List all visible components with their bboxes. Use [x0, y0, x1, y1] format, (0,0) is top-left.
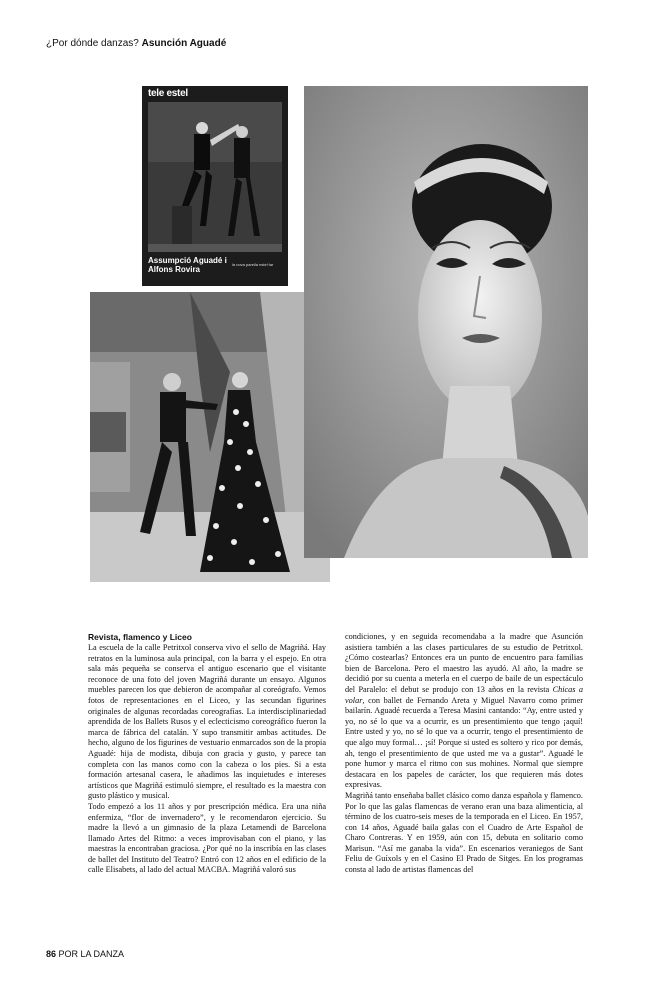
article-text: , con ballet de Fernando Areta y Miguel Navarro como primer bailarín. Aguadé recuerda a Teresa Masini cantando: “Ay, entre usted y yo, no sé lo que va a ocurrir, es un presentimiento que tengo ¡aquí! Entre usted y yo, no sé lo que va a ocurrir, tengo el presentimiento de que algo muy formal… ¡sí! Porque si usted es soltero y rico por demás, ah, tengo el presentimiento de que usted me va a gustar”. Aguadé le pone humor y marca el ritmo con sus mohines. Normal que siempre destacara en los papeles de carácter, los que requieren más dotes expresivas. — [345, 695, 583, 790]
article-paragraph — [345, 632, 583, 791]
portrait-illustration — [304, 86, 588, 558]
article-text: condiciones, y en seguida recomendaba a la madre que Asunción asistiera también a las clases particulares de su estudio de Petritxol. ¿Cómo costearlas? Entonces era un punto de encuentro para familias bien de Barcelona. Pero el maestro las ayudó. Al año, la madre se decidió por su cuenta a meterla en el cuerpo de baile de un espectáculo del Paralelo: el debut se produjo con 13 años en la revista — [345, 632, 583, 694]
flamenco-dancers-photo — [90, 292, 330, 582]
magazine-caption-small: la nova parella estel·lar — [232, 262, 274, 267]
header-section: ¿Por dónde danzas? — [46, 38, 139, 49]
article-paragraph: Magriñá tanto enseñaba ballet clásico como danza española y flamenco. Por lo que las galas flamencas de verano eran una baza alimenticia, al término de los cuatro-seis meses de la temporada en el Liceo. En 1957, con 14 años, Aguadé baila galas con el Cuadro de Arte Español de Charo Contreras. Y en 1959, aún con 15, debuta en solitario como Marisun. “Así me ganaba la vida”. En escenarios veraniegos de Sant Feliu de Guíxols y en el Casino El Prado de Sitges. En los programas consta al lado de artistas flamencas del — [345, 790, 583, 875]
running-header — [46, 38, 226, 49]
article-paragraph: La escuela de la calle Petritxol conserva vivo el sello de Magriñá. Hay retratos en la luminosa aula principal, con la barra y el espejo. En otra sala más pequeña se conserva el antiguo escenario que el visitante reconoce de una foto del joven Magriñá durante un ensayo. Algunos muebles parecen los que debieron de acompañar al coreógrafo. Vemos fotos de representaciones en el Liceo, y las secundan figurines originales de algunas recordadas coreografías. La interdisciplinariedad aprendida de los Ballets Rusos y el eclecticismo coreográfico fueron la marca de fábrica del catalán. Y supo transmitir ambas actitudes. De hecho, alguno de los figurines de vestuario enmarcados son de la propia Aguadé: hija de modista, dibuja con gracia y gusto, y parece tan completa con las manos como con la cabeza o los pies. Si a esta formación artesanal casera, le añadimos las inquietudes e intereses artísticos que Magriñá estimuló siempre, el resultado es la maestra con gusto plástico y musical. — [88, 643, 326, 801]
magazine-caption-names: Assumpció Aguadé i Alfons Rovira — [148, 256, 227, 274]
flamenco-illustration — [90, 292, 330, 582]
page-number: 86 — [46, 949, 57, 959]
magazine-cover-photo — [142, 86, 288, 286]
article-paragraph: Todo empezó a los 11 años y por prescripción médica. Era una niña enfermiza, “flor de invernadero”, y le recomendaron ejercicio. Su madre la llevó a un gimnasio de la plaza Letamendi de Barcelona llamado Artes del Ritmo: a veces improvisaban con el piano, y las maestras la encontraban graciosa. ¿Por qué no la inscribía en las clases de ballet del Instituto del Teatro? Entró con 12 años en el edificio de la calle Elisabets, al lado del actual MACBA. Magriñá valoró sus — [88, 801, 326, 875]
article-column-left — [88, 632, 326, 876]
article-column-right — [345, 632, 583, 876]
article-subheading: Revista, flamenco y Liceo — [88, 632, 192, 642]
show-title: Chicas a volar — [345, 684, 583, 705]
publication-name: POR LA DANZA — [58, 949, 125, 959]
page-footer — [46, 949, 124, 959]
magazine-masthead: tele estel — [148, 88, 188, 99]
header-subject: Asunción Aguadé — [141, 38, 227, 49]
portrait-photo — [304, 86, 588, 558]
